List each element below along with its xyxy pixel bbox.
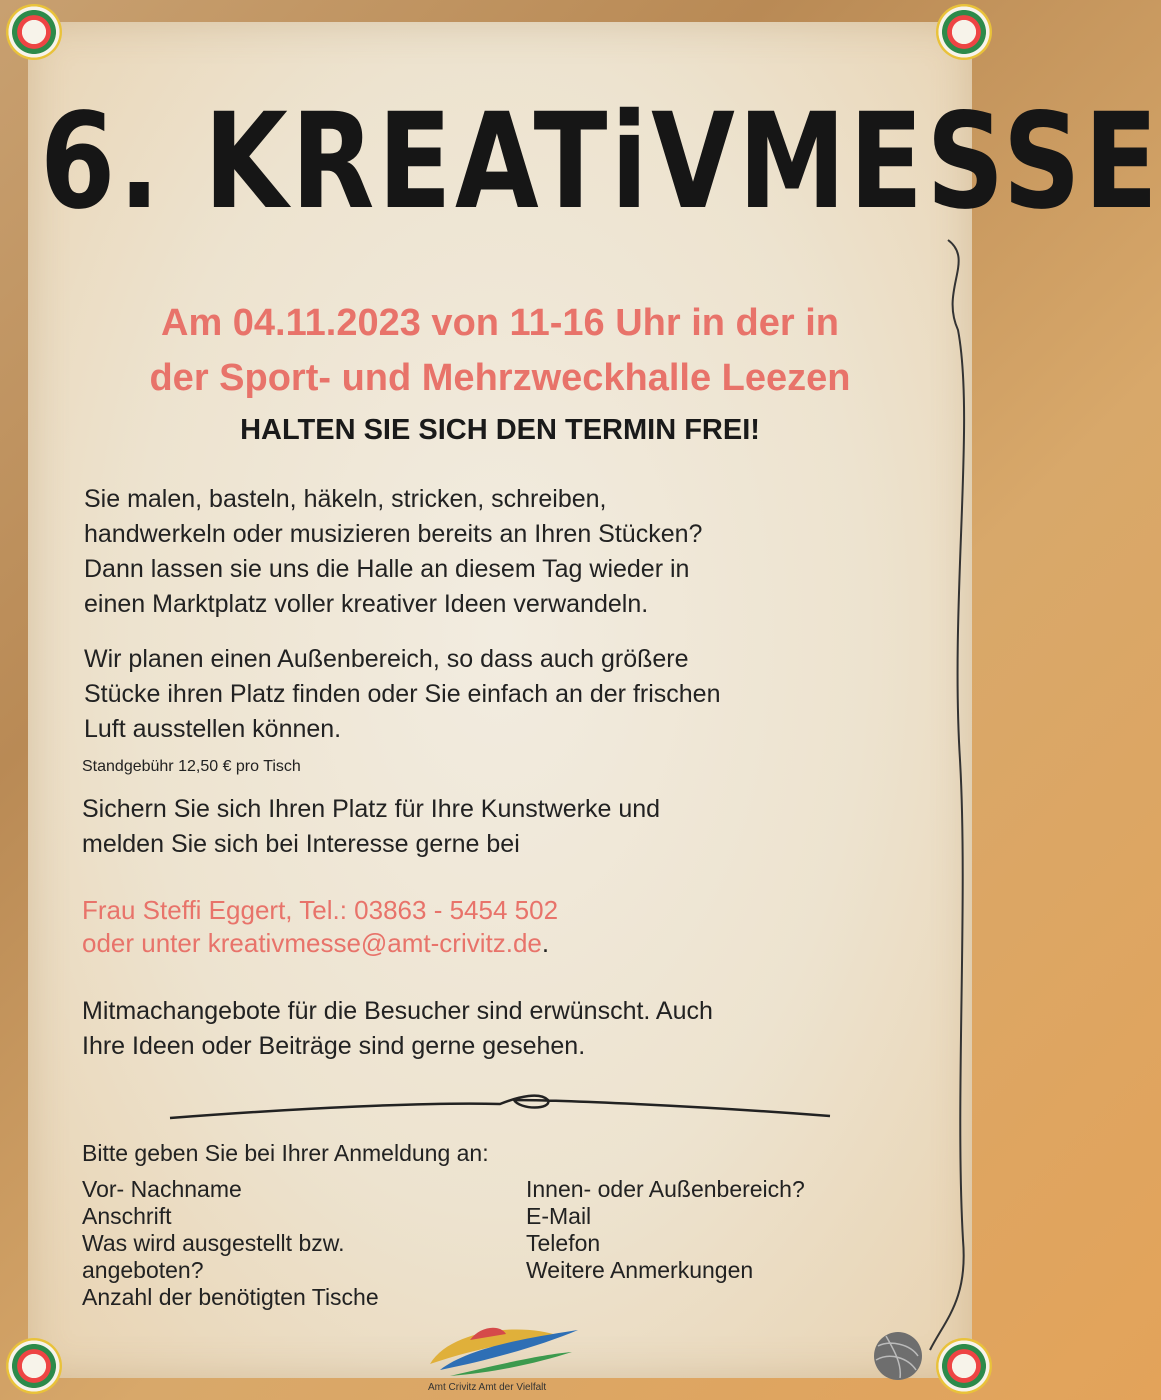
outdoor-line: Wir planen einen Außenbereich, so dass auch größere bbox=[84, 645, 689, 673]
contact-phone: Frau Steffi Eggert, Tel.: 03863 - 5454 502 bbox=[82, 895, 559, 925]
event-date-line: Am 04.11.2023 von 11-16 Uhr in der in bbox=[161, 302, 839, 344]
registration-item: Anzahl der benötigten Tische bbox=[82, 1284, 379, 1310]
intro-line: handwerkeln oder musizieren bereits an Ihren Stücken? bbox=[84, 520, 703, 548]
intro-line: einen Marktplatz voller kreativer Ideen verwandeln. bbox=[84, 590, 649, 618]
intro-line: Sie malen, basteln, häkeln, stricken, schreiben, bbox=[84, 485, 607, 513]
registration-item: Weitere Anmerkungen bbox=[526, 1257, 754, 1283]
registration-item: Was wird ausgestellt bzw. angeboten? bbox=[82, 1230, 345, 1283]
outdoor-line: Luft ausstellen können. bbox=[84, 715, 342, 743]
registration-item: Telefon bbox=[526, 1230, 601, 1256]
registration-item: Vor- Nachname bbox=[82, 1176, 242, 1202]
registration-item: Anschrift bbox=[82, 1203, 172, 1229]
contact-email[interactable]: oder unter kreativmesse@amt-crivitz.de bbox=[82, 928, 542, 958]
signup-line: melden Sie sich bei Interesse gerne bei bbox=[82, 830, 520, 858]
participation-line: Ihre Ideen oder Beiträge sind gerne gesehen. bbox=[82, 1032, 586, 1060]
save-the-date-slogan: HALTEN SIE SICH DEN TERMIN FREI! bbox=[240, 414, 760, 446]
event-location-line: der Sport- und Mehrzweckhalle Leezen bbox=[149, 357, 851, 399]
registration-intro: Bitte geben Sie bei Ihrer Anmeldung an: bbox=[82, 1140, 489, 1166]
contact-period: . bbox=[541, 928, 550, 958]
registration-item: Innen- oder Außenbereich? bbox=[526, 1176, 805, 1202]
logo-caption: Amt Crivitz Amt der Vielfalt bbox=[428, 1382, 547, 1393]
participation-line: Mitmachangebote für die Besucher sind erwünscht. Auch bbox=[82, 997, 713, 1025]
intro-line: Dann lassen sie uns die Halle an diesem Tag wieder in bbox=[84, 555, 690, 583]
outdoor-line: Stücke ihren Platz finden oder Sie einfach an der frischen bbox=[84, 680, 721, 708]
stand-fee: Standgebühr 12,50 € pro Tisch bbox=[82, 758, 301, 775]
poster-title: 6. KREATiVMESSE bbox=[40, 85, 1161, 239]
signup-line: Sichern Sie sich Ihren Platz für Ihre Kunstwerke und bbox=[82, 795, 661, 823]
registration-item: E-Mail bbox=[526, 1203, 592, 1229]
